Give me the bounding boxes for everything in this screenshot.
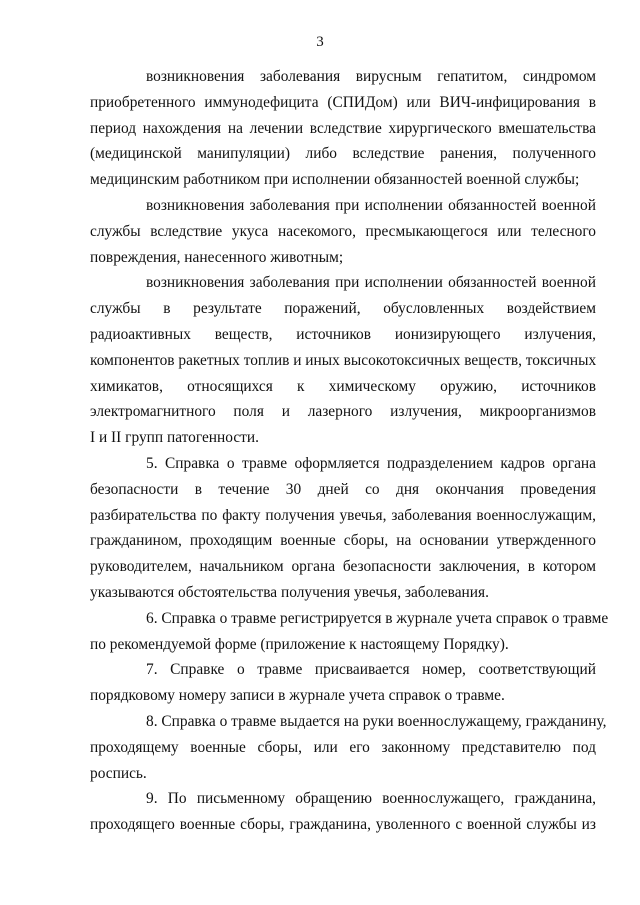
- paragraph-hepatitis: [90, 64, 596, 193]
- text-line: безопасности в течение 30 дней со дня окончания проведения: [90, 480, 596, 498]
- text-line: 8. Справка о травме выдается на руки военнослужащему, гражданину,: [146, 712, 607, 730]
- paragraph-insect-bite: [90, 193, 596, 270]
- text-line: службы вследствие укуса насекомого, пресмыкающегося или телесного: [90, 222, 596, 240]
- text-line: I и II групп патогенности.: [90, 429, 259, 447]
- text-line: указываются обстоятельства получения увечья, заболевания.: [90, 583, 489, 601]
- text-line: по рекомендуемой форме (приложение к настоящему Порядку).: [90, 635, 509, 653]
- text-line: 5. Справка о травме оформляется подразделением кадров органа: [146, 454, 596, 472]
- paragraph-item-7: [90, 657, 596, 709]
- text-line: службы в результате поражений, обусловленных воздействием: [90, 300, 596, 318]
- text-line: 9. По письменному обращению военнослужащего, гражданина,: [146, 790, 596, 808]
- text-line: гражданином, проходящим военные сборы, на основании утвержденного: [90, 532, 596, 550]
- text-line: медицинским работником при исполнении обязанностей военной службы;: [90, 171, 580, 189]
- text-line: электромагнитного поля и лазерного излучения, микроорганизмов: [90, 403, 596, 421]
- text-line: руководителем, начальником органа безопасности заключения, в котором: [90, 558, 596, 576]
- text-line: повреждения, нанесенного животным;: [90, 248, 344, 266]
- text-line: порядковому номеру записи в журнале учета справок о травме.: [90, 687, 505, 705]
- text-line: проходящему военные сборы, или его законному представителю под: [90, 738, 596, 756]
- text-line: возникновения заболевания при исполнении обязанностей военной: [146, 274, 596, 292]
- page-number: 3: [316, 34, 324, 50]
- text-line: химикатов, относящихся к химическому оружию, источников: [90, 377, 596, 395]
- text-line: компонентов ракетных топлив и иных высокотоксичных веществ, токсичных: [90, 351, 597, 369]
- document-body: [90, 64, 609, 838]
- text-line: 6. Справка о травме регистрируется в журнале учета справок о травме: [146, 609, 609, 627]
- text-line: (медицинской манипуляции) либо вследствие ранения, полученного: [90, 145, 596, 163]
- paragraph-item-6: [90, 606, 609, 658]
- text-line: проходящего военные сборы, гражданина, уволенного с военной службы из: [90, 816, 596, 834]
- text-line: возникновения заболевания при исполнении обязанностей военной: [146, 196, 596, 214]
- text-line: роспись.: [90, 764, 147, 782]
- text-line: период нахождения на лечении вследствие хирургического вмешательства: [90, 119, 596, 137]
- paragraph-item-5: [90, 451, 596, 606]
- text-line: радиоактивных веществ, источников ионизирующего излучения,: [90, 325, 596, 343]
- text-line: приобретенного иммунодефицита (СПИДом) или ВИЧ-инфицирования в: [90, 93, 596, 111]
- paragraph-item-8: [90, 709, 607, 786]
- paragraph-item-9: [90, 786, 596, 838]
- text-line: разбирательства по факту получения увечья, заболевания военнослужащим,: [90, 506, 596, 524]
- text-line: возникновения заболевания вирусным гепатитом, синдромом: [146, 68, 596, 85]
- text-line: 7. Справке о травме присваивается номер, соответствующий: [146, 661, 596, 679]
- paragraph-radiation: [90, 270, 596, 451]
